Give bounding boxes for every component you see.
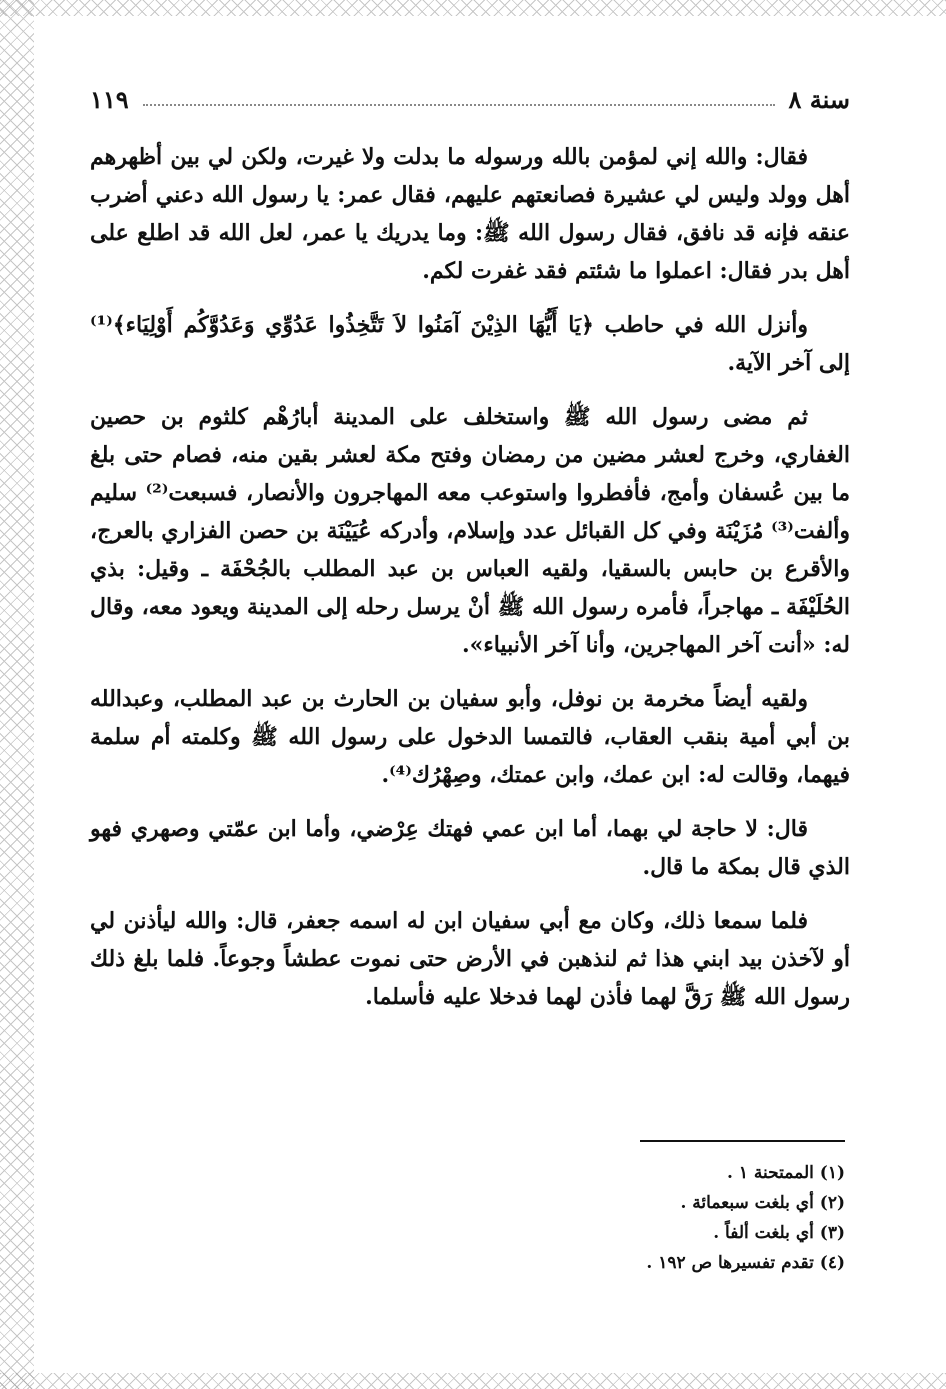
- paragraph-5: قال: لا حاجة لي بهما، أما ابن عمي فهتك عِرْضي، وأما ابن عمّتي وصهري فهو الذي قال بمكة ما قال.: [90, 816, 850, 880]
- running-header: [90, 82, 850, 116]
- paragraph-3: ثم مضى رسول الله ﷺ واستخلف على المدينة أبارُهْم كلثوم بن حصين الغفاري، وخرج لعشر مضين من رمضان وفتح مكة لعشر بقين منه، فصام حتى بلغ ما بين عُسفان وأمج، فأفطروا واستوعب معه المهاجرون والأنصار، فسبعت⁽²⁾ سليم وألفت⁽³⁾ مُزَيْنَة وفي كل القبائل عدد وإسلام، وأدركه عُيَيْنَة بن حصن الفزاري بالعرج، والأقرع بن حابس بالسقيا، ولقيه العباس بن عبد المطلب بالجُحْفَة ـ وقيل: بذي الحُلَيْفَة ـ مهاجراً، فأمره رسول الله ﷺ أنْ يرسل رحله إلى المدينة ويعود معه، وقال له: «أنت آخر المهاجرين، وأنا آخر الأنبياء».: [90, 404, 850, 658]
- header-title: سنة ٨: [788, 84, 850, 114]
- decorative-border-bottom: [0, 1373, 946, 1389]
- paragraph-6: فلما سمعا ذلك، وكان مع أبي سفيان ابن له اسمه جعفر، قال: والله ليأذنن لي أو لآخذن بيد ابني هذا ثم لنذهبن في الأرض حتى نموت عطشاً وجوعاً. فلما بلغ ذلك رسول الله ﷺ رَقَّ لهما فأذن لهما فدخلا عليه فأسلما.: [90, 908, 850, 1010]
- footnote-2: (٢) أي بلغت سبعمائة .: [680, 1193, 845, 1213]
- page-number: ١١٩: [90, 84, 129, 114]
- footnote-4: (٤) تقدم تفسيرها ص ١٩٢ .: [646, 1253, 845, 1273]
- footnote-1: (١) الممتحنة ١ .: [727, 1163, 845, 1183]
- paragraph-2: وأنزل الله في حاطب ﴿يَا أَيُّهَا الذِيْنَ آمَنُوا لاَ تَتَّخِذُوا عَدُوِّي وَعَدُوَّكُم أَوْلِيَاء﴾⁽¹⁾ إلى آخر الآية.: [90, 312, 850, 376]
- footnote-3: (٣) أي بلغت ألفاً .: [713, 1223, 845, 1243]
- paragraph-4: ولقيه أيضاً مخرمة بن نوفل، وأبو سفيان بن الحارث بن عبد المطلب، وعبدالله بن أبي أمية بنقب العقاب، فالتمسا الدخول على رسول الله ﷺ وكلمته أم سلمة فيهما، وقالت له: ابن عمك، وابن عمتك، وصِهْرُك⁽⁴⁾.: [90, 686, 850, 788]
- main-text: [90, 138, 850, 1032]
- header-dotted-rule: [143, 92, 775, 106]
- decorative-border-top: [0, 0, 946, 16]
- paragraph-1: فقال: والله إني لمؤمن بالله ورسوله ما بدلت ولا غيرت، ولكن لي بين أظهرهم أهل وولد وليس لي عشيرة فصانعتهم عليهم، فقال عمر: يا رسول الله دعني أضرب عنقه فإنه قد نافق، فقال رسول الله ﷺ: وما يدريك يا عمر، لعل الله قد اطلع على أهل بدر فقال: اعملوا ما شئتم فقد غفرت لكم.: [90, 144, 850, 284]
- footnote-separator: [640, 1140, 845, 1142]
- footnotes: [440, 1158, 845, 1278]
- decorative-border-left: [0, 0, 34, 1389]
